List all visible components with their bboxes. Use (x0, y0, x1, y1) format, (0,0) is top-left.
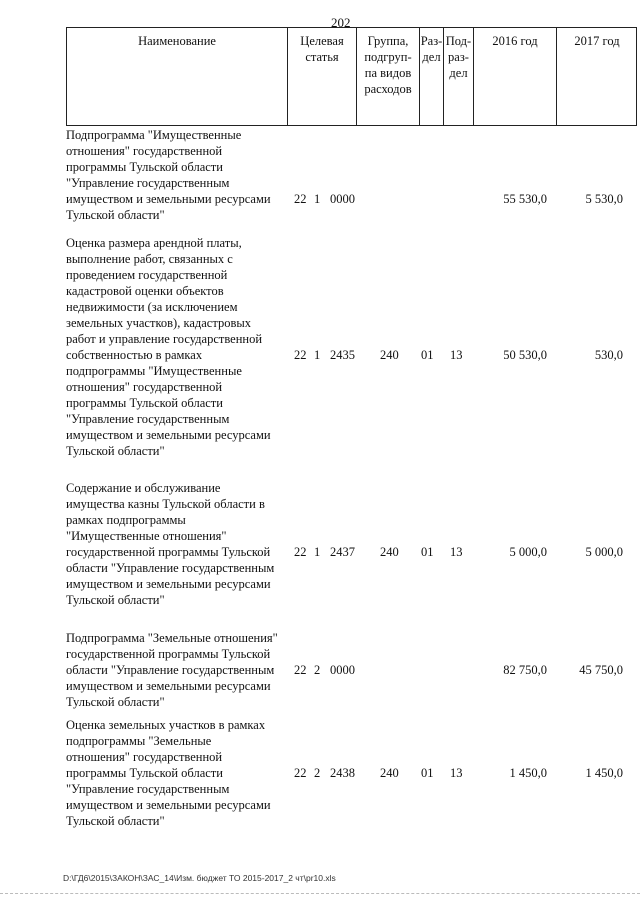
header-year-2016 (474, 33, 556, 49)
amount-2017: 5 530,0 (585, 192, 623, 206)
row-name-line: работ и управление государственной (66, 332, 263, 346)
section-value: 01 (421, 766, 434, 780)
header-line: статья (305, 50, 339, 64)
row-name-line: имуществом и земельными ресурсами (66, 577, 271, 591)
target-article-code: 0000 (330, 663, 355, 677)
amount-2017: 5 000,0 (585, 545, 623, 559)
row-name-line: государственной программы Тульской (66, 545, 271, 559)
row-name (66, 717, 286, 829)
scan-edge-line (0, 893, 640, 894)
header-subsection (444, 33, 473, 81)
row-name-line: отношения" государственной (66, 144, 223, 158)
header-line: 2017 год (574, 34, 620, 48)
amount-2016: 50 530,0 (503, 348, 547, 362)
target-article-code: 2435 (330, 348, 355, 362)
row-name-line: имуществом и земельными ресурсами (66, 798, 271, 812)
section-value: 01 (421, 348, 434, 362)
row-name (66, 480, 286, 608)
row-name-line: земельных участков), кадастровых (66, 316, 251, 330)
row-name-line: области "Управление государственным (66, 663, 275, 677)
amount-2016: 55 530,0 (503, 192, 547, 206)
amount-2017: 530,0 (594, 348, 623, 362)
row-name-line: Подпрограмма "Земельные отношения" (66, 631, 278, 645)
file-path-footer: D:\ГД6\2015\ЗАКОН\ЗАС_14\Изм. бюджет ТО 2015-2017_2 чт\pr10.xls (63, 873, 336, 883)
row-name-line: подпрограммы "Земельные (66, 734, 212, 748)
section-value: 01 (421, 545, 434, 559)
target-article-subprogram: 1 (314, 545, 321, 559)
target-article-program: 22 (294, 766, 307, 780)
row-name-line: Тульской области" (66, 208, 165, 222)
header-line: подгруп- (364, 50, 412, 64)
header-line: дел (449, 66, 468, 80)
subsection-value: 13 (450, 348, 463, 362)
target-article-code: 2437 (330, 545, 355, 559)
header-line: Раз- (420, 34, 443, 48)
row-name-line: собственностью в рамках (66, 348, 203, 362)
subsection-value: 13 (450, 766, 463, 780)
table-header (66, 27, 637, 126)
target-article-program: 22 (294, 348, 307, 362)
row-name-line: отношения" государственной (66, 750, 223, 764)
row-name-line: области "Управление государственным (66, 561, 275, 575)
target-article-subprogram: 2 (314, 663, 321, 677)
header-line: раз- (448, 50, 469, 64)
target-article-program: 22 (294, 545, 307, 559)
row-name-line: подпрограммы "Имущественные (66, 364, 242, 378)
row-name-line: кадастровой оценки объектов (66, 284, 224, 298)
header-name (67, 33, 287, 49)
row-name-line: Оценка размера арендной платы, (66, 236, 242, 250)
header-line: Под- (445, 34, 472, 48)
row-name-line: имущества казны Тульской области в (66, 497, 265, 511)
row-name-line: имуществом и земельными ресурсами (66, 679, 271, 693)
expense-group-value: 240 (380, 766, 399, 780)
row-name-line: выполнение работ, связанных с (66, 252, 233, 266)
target-article-code: 2438 (330, 766, 355, 780)
target-article-subprogram: 1 (314, 348, 321, 362)
row-name-line: программы Тульской области (66, 396, 223, 410)
header-expense-group (357, 33, 419, 97)
row-name-line: программы Тульской области (66, 766, 223, 780)
header-line: Наименование (138, 34, 216, 48)
amount-2016: 1 450,0 (509, 766, 547, 780)
page-number: 202 (331, 15, 351, 30)
header-line: 2016 год (492, 34, 538, 48)
row-name (66, 630, 286, 710)
row-name-line: проведением государственной (66, 268, 228, 282)
header-line: дел (422, 50, 441, 64)
row-name-line: "Управление государственным (66, 412, 230, 426)
row-name-line: недвижимости (за исключением (66, 300, 238, 314)
target-article-code: 0000 (330, 192, 355, 206)
row-name-line: "Управление государственным (66, 782, 230, 796)
row-name-line: имуществом и земельными ресурсами (66, 428, 271, 442)
amount-2016: 82 750,0 (503, 663, 547, 677)
header-line: Группа, (367, 34, 409, 48)
target-article-subprogram: 1 (314, 192, 321, 206)
target-article-program: 22 (294, 663, 307, 677)
row-name-line: Оценка земельных участков в рамках (66, 718, 266, 732)
header-line: Целевая (300, 34, 344, 48)
row-name-line: государственной программы Тульской (66, 647, 271, 661)
header-line: расходов (364, 82, 412, 96)
row-name-line: имуществом и земельными ресурсами (66, 192, 271, 206)
header-target-article (288, 33, 356, 65)
row-name (66, 127, 286, 223)
row-name-line: Подпрограмма "Имущественные (66, 128, 242, 142)
row-name-line: "Имущественные отношения" (66, 529, 227, 543)
row-name-line: Тульской области" (66, 444, 165, 458)
row-name-line: программы Тульской области (66, 160, 223, 174)
header-line: па видов (364, 66, 412, 80)
row-name-line: Тульской области" (66, 593, 165, 607)
target-article-program: 22 (294, 192, 307, 206)
row-name-line: "Управление государственным (66, 176, 230, 190)
amount-2017: 45 750,0 (579, 663, 623, 677)
amount-2016: 5 000,0 (509, 545, 547, 559)
amount-2017: 1 450,0 (585, 766, 623, 780)
row-name-line: Тульской области" (66, 814, 165, 828)
row-name-line: отношения" государственной (66, 380, 223, 394)
expense-group-value: 240 (380, 348, 399, 362)
row-name-line: рамках подпрограммы (66, 513, 186, 527)
header-section (420, 33, 443, 65)
row-name-line: Тульской области" (66, 695, 165, 709)
header-year-2017 (557, 33, 637, 49)
expense-group-value: 240 (380, 545, 399, 559)
subsection-value: 13 (450, 545, 463, 559)
row-name-line: Содержание и обслуживание (66, 481, 221, 495)
row-name (66, 235, 286, 459)
target-article-subprogram: 2 (314, 766, 321, 780)
